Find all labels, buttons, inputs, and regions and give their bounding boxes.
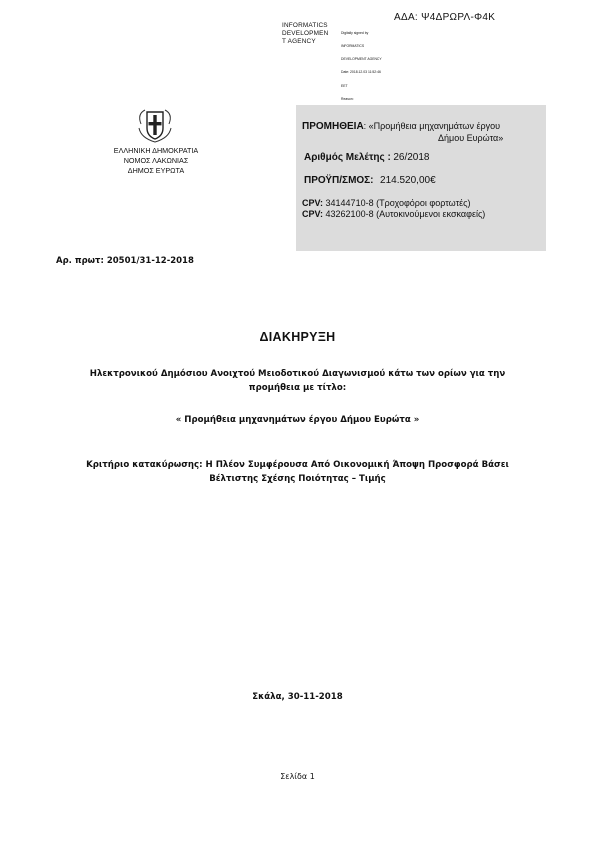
place-and-date: Σκάλα, 30-11-2018 [252,692,343,702]
intro-text [40,367,555,395]
authority-line: ΔΗΜΟΣ ΕΥΡΩΤΑ [127,166,185,175]
authority-line: ΕΛΛΗΝΙΚΗ ΔΗΜΟΚΡΑΤΙΑ [113,146,199,155]
stamp-line: INFORMATICS [282,22,328,29]
cpv-value: 43262100-8 (Αυτοκινούμενοι εκσκαφείς) [325,209,486,219]
budget-label: ΠΡΟΫΠ/ΣΜΟΣ: [304,175,374,186]
criterion-line: Βέλτιστης Σχέσης Ποιότητας – Τιμής [209,474,386,484]
stamp-line: T AGENCY [282,38,316,45]
stamp-detail-line: Digitally signed by [341,30,369,35]
cpv-value: 34144710-8 (Τροχοφόροι φορτωτές) [325,198,471,208]
supply-value: : «Προμήθεια μηχανημάτων έργου [363,121,500,131]
protocol-number: Αρ. πρωτ: 20501/31-12-2018 [56,256,194,266]
tender-subject: « Προμήθεια μηχανημάτων έργου Δήμου Ευρώτα » [175,415,420,425]
supply-label: ΠΡΟΜΗΘΕΙΑ [302,121,364,132]
stamp-detail-line: Date: 2018.12.03 11:52:46 [341,70,381,75]
award-criterion [40,458,555,486]
study-value: 26/2018 [393,152,430,163]
intro-line: προμήθεια με τίτλο: [248,383,347,393]
stamp-detail-line: DEVELOPMENT AGENCY [341,57,382,62]
stamp-detail-line: INFORMATICS [341,44,365,49]
authority-line: ΝΟΜΟΣ ΛΑΚΩΝΙΑΣ [123,156,189,165]
tender-info-box [296,105,546,251]
supply-value-cont: Δήμου Ευρώτα» [438,133,504,143]
ada-code: ΑΔΑ: Ψ4ΔΡΩΡΛ-Φ4Κ [394,12,496,23]
criterion-line: Κριτήριο κατακύρωσης: Η Πλέον Συμφέρουσα Από Οικονομική Άποψη Προσφορά Βάσει [86,460,509,470]
issuing-authority [96,146,216,176]
cpv-label: CPV: [302,209,324,219]
stamp-detail-line: EET [341,83,348,88]
budget-value: 214.520,00€ [380,175,436,186]
stamp-line: DEVELOPMEN [282,30,329,37]
cpv-label: CPV: [302,198,324,208]
signature-stamp-title [282,22,342,46]
greek-coat-of-arms-icon [135,106,175,144]
stamp-detail-line: Reason: [341,96,354,101]
page-number: Σελίδα 1 [280,772,315,781]
study-label: Αριθμός Μελέτης : [304,152,391,163]
document-title: ΔΙΑΚΗΡΥΞΗ [259,330,336,344]
intro-line: Ηλεκτρονικού Δημόσιου Ανοιχτού Μειοδοτικού Διαγωνισμού κάτω των ορίων για την [89,369,506,379]
